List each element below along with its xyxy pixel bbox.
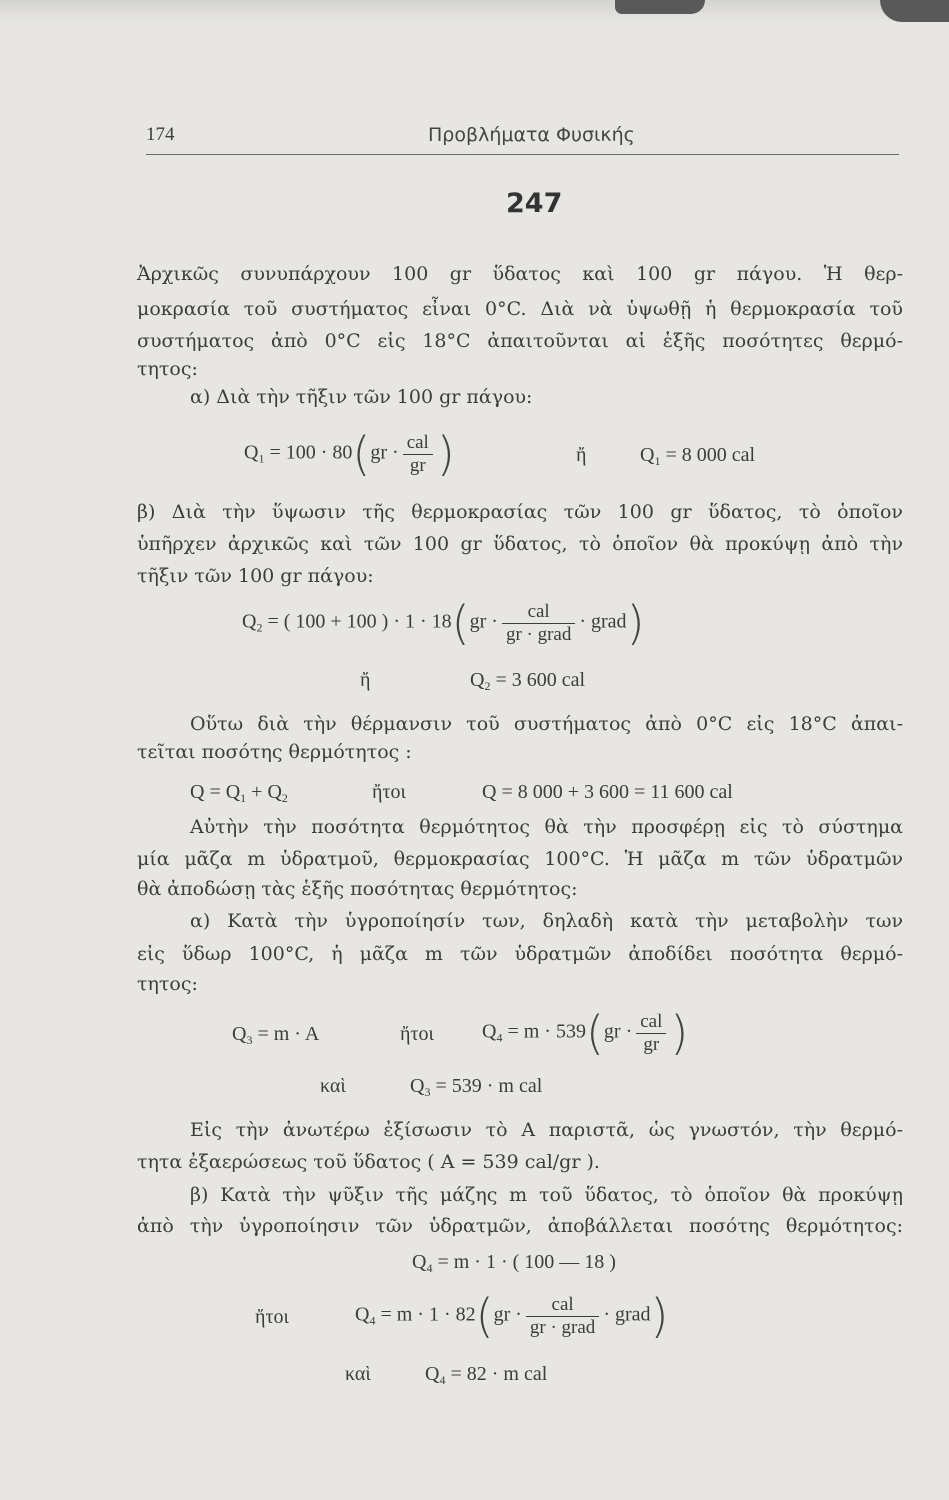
eq-subscript: 1 bbox=[654, 454, 661, 468]
eq-expression: = m · 539 bbox=[507, 1020, 586, 1043]
eq-subscript: 3 bbox=[246, 1033, 253, 1047]
scan-smudge-mark bbox=[880, 0, 949, 22]
text-line: συστήματος ἀπὸ 0°C εἰς 18°C ἀπαιτοῦνται αἱ ἑξῆς ποσότητες θερμό- bbox=[137, 330, 903, 352]
equation-q2-result bbox=[470, 668, 585, 698]
text-line: β) Κατὰ τὴν ψῦξιν τῆς μάζης m τοῦ ὕδατος, τὸ ὁποῖον θὰ προκύψῃ bbox=[190, 1184, 903, 1206]
left-paren: ( bbox=[352, 427, 371, 481]
eq-symbol: Q bbox=[470, 669, 485, 691]
text-line: Εἰς τὴν ἀνωτέρω ἐξίσωσιν τὸ Α παριστᾶ, ὡς γνωστόν, τὴν θερμό- bbox=[190, 1119, 903, 1141]
text-line: Οὕτω διὰ τὴν θέρμανσιν τοῦ συστήματος ἀπὸ 0°C εἰς 18°C ἀπαι- bbox=[190, 713, 903, 735]
eq-result: = 3 600 cal bbox=[495, 669, 586, 691]
text-line: τητος: bbox=[137, 973, 198, 995]
page-number: 174 bbox=[146, 124, 175, 145]
eq-subscript: 4 bbox=[496, 1030, 503, 1045]
left-paren: ( bbox=[585, 1006, 604, 1060]
eq-result: = 539 · m cal bbox=[435, 1075, 543, 1097]
running-title: Προβλήματα Φυσικής bbox=[428, 124, 635, 146]
eq-symbol: Q bbox=[412, 1251, 427, 1273]
text-line: α) Διὰ τὴν τῆξιν τῶν 100 gr πάγου: bbox=[190, 386, 533, 408]
scan-smudge-mark bbox=[615, 0, 705, 14]
text-line: τητα ἐξαερώσεως τοῦ ὕδατος ( Α = 539 cal/gr ). bbox=[137, 1151, 600, 1173]
eq-or: ἤ bbox=[576, 444, 587, 466]
eq-expression: = 100 · 80 bbox=[269, 441, 353, 464]
eq-unit: · grad bbox=[603, 1303, 651, 1326]
eq-fraction bbox=[526, 1294, 599, 1339]
eq-numerator: cal bbox=[526, 1294, 599, 1317]
eq-result: = 8 000 cal bbox=[665, 444, 756, 466]
equation-q4-alt bbox=[482, 1006, 689, 1060]
eq-subscript: 2 bbox=[281, 791, 288, 805]
eq-subscript: 1 bbox=[258, 451, 265, 466]
equation-q4 bbox=[412, 1250, 616, 1280]
equation-q4-result bbox=[425, 1362, 547, 1392]
equation-q3 bbox=[232, 1022, 319, 1052]
eq-symbol: Q bbox=[244, 441, 259, 464]
eq-unit: gr · bbox=[493, 1303, 522, 1326]
eq-expression: = m · 1 · ( 100 — 18 ) bbox=[437, 1251, 616, 1273]
eq-or: ἤ bbox=[360, 669, 371, 691]
eq-fraction bbox=[502, 601, 575, 646]
text-line: ὑπῆρχεν ἀρχικῶς καὶ τῶν 100 gr ὕδατος, τὸ ὁποῖον θὰ προκύψῃ ἀπὸ τὴν bbox=[137, 533, 903, 555]
eq-numerator: cal bbox=[403, 432, 433, 455]
eq-unit: · grad bbox=[579, 610, 627, 633]
eq-unit: gr · bbox=[603, 1020, 633, 1043]
eq-kai: καὶ bbox=[320, 1075, 346, 1097]
equation-q2 bbox=[242, 596, 645, 650]
eq-symbol: Q bbox=[640, 444, 655, 466]
eq-symbol: Q bbox=[410, 1075, 425, 1097]
eq-htoi: ἤτοι bbox=[400, 1023, 434, 1045]
text-line: β) Διὰ τὴν ὕψωσιν τῆς θερμοκρασίας τῶν 100 gr ὕδατος, τὸ ὁποῖον bbox=[137, 501, 903, 523]
eq-denominator: gr · grad bbox=[505, 623, 572, 645]
scan-top-edge bbox=[0, 0, 949, 22]
eq-unit: gr · bbox=[469, 610, 498, 633]
eq-symbol: Q bbox=[232, 1023, 247, 1045]
eq-expression: Q = Q bbox=[190, 781, 241, 803]
eq-fraction bbox=[636, 1011, 666, 1056]
right-paren: ) bbox=[626, 596, 645, 650]
eq-numerator: cal bbox=[636, 1011, 666, 1034]
eq-expression: = m · A bbox=[257, 1023, 320, 1045]
eq-symbol: Q bbox=[425, 1363, 440, 1385]
left-paren: ( bbox=[451, 596, 470, 650]
eq-subscript: 3 bbox=[424, 1085, 431, 1099]
eq-result: = 82 · m cal bbox=[450, 1363, 548, 1385]
eq-denominator: gr bbox=[643, 1033, 660, 1055]
text-line: ἀπὸ τὴν ὑγροποίησιν τῶν ὑδρατμῶν, ἀποβάλλεται ποσότης θερμότητος: bbox=[137, 1215, 903, 1237]
eq-symbol: Q bbox=[242, 610, 257, 633]
equation-q-total: Q = 8 000 + 3 600 = 11 600 cal bbox=[482, 781, 733, 803]
eq-denominator: gr bbox=[409, 454, 426, 476]
equation-q1-result bbox=[640, 443, 755, 473]
equation-q-sum bbox=[190, 780, 288, 810]
eq-subscript: 4 bbox=[369, 1313, 376, 1328]
eq-kai: καὶ bbox=[345, 1363, 371, 1385]
eq-expression: = m · 1 · 82 bbox=[380, 1303, 476, 1326]
left-paren: ( bbox=[475, 1289, 494, 1343]
right-paren: ) bbox=[670, 1006, 689, 1060]
text-line: μία μᾶζα m ὑδρατμοῦ, θερμοκρασίας 100°C. Ἡ μᾶζα m τῶν ὑδρατμῶν bbox=[137, 848, 903, 870]
eq-symbol: Q bbox=[355, 1303, 370, 1326]
text-line: εἰς ὕδωρ 100°C, ἡ μᾶζα m τῶν ὑδρατμῶν ἀποδίδει ποσότητα θερμό- bbox=[137, 943, 903, 965]
right-paren: ) bbox=[436, 427, 455, 481]
eq-fraction bbox=[403, 432, 433, 477]
text-line: θὰ ἀποδώσῃ τὰς ἑξῆς ποσότητας θερμότητος: bbox=[137, 878, 578, 900]
page-header bbox=[146, 124, 899, 155]
text-line: Αὐτὴν τὴν ποσότητα θερμότητος θὰ τὴν προσφέρῃ εἰς τὸ σύστημα bbox=[190, 816, 903, 838]
eq-expression: + Q bbox=[251, 781, 282, 803]
equation-q4-expanded bbox=[355, 1289, 669, 1343]
eq-subscript: 2 bbox=[256, 620, 263, 635]
eq-htoi: ἤτοι bbox=[255, 1306, 289, 1328]
text-line: τεῖται ποσότης θερμότητος : bbox=[137, 741, 412, 763]
text-line: Ἀρχικῶς συνυπάρχουν 100 gr ὕδατος καὶ 100 gr πάγου. Ἡ θερ- bbox=[137, 263, 903, 285]
eq-subscript: 1 bbox=[240, 791, 247, 805]
eq-subscript: 4 bbox=[439, 1373, 446, 1387]
eq-numerator: cal bbox=[502, 601, 575, 624]
text-line: μοκρασία τοῦ συστήματος εἶναι 0°C. Διὰ νὰ ὑψωθῇ ἡ θερμοκρασία τοῦ bbox=[137, 298, 903, 320]
eq-subscript: 4 bbox=[426, 1261, 433, 1275]
eq-symbol: Q bbox=[482, 1020, 497, 1043]
eq-unit: gr · bbox=[370, 441, 399, 464]
text-line: τῆξιν τῶν 100 gr πάγου: bbox=[137, 565, 374, 587]
eq-htoi: ἤτοι bbox=[372, 781, 406, 803]
right-paren: ) bbox=[650, 1289, 669, 1343]
text-line: α) Κατὰ τὴν ὑγροποίησίν των, δηλαδὴ κατὰ τὴν μεταβολὴν των bbox=[190, 910, 903, 932]
eq-denominator: gr · grad bbox=[529, 1316, 596, 1338]
equation-q1 bbox=[244, 427, 455, 481]
text-line: τητος: bbox=[137, 358, 198, 380]
eq-expression: = ( 100 + 100 ) · 1 · 18 bbox=[267, 610, 452, 633]
eq-subscript: 2 bbox=[484, 679, 491, 693]
problem-number: 247 bbox=[506, 188, 563, 219]
equation-q3-result bbox=[410, 1074, 542, 1104]
